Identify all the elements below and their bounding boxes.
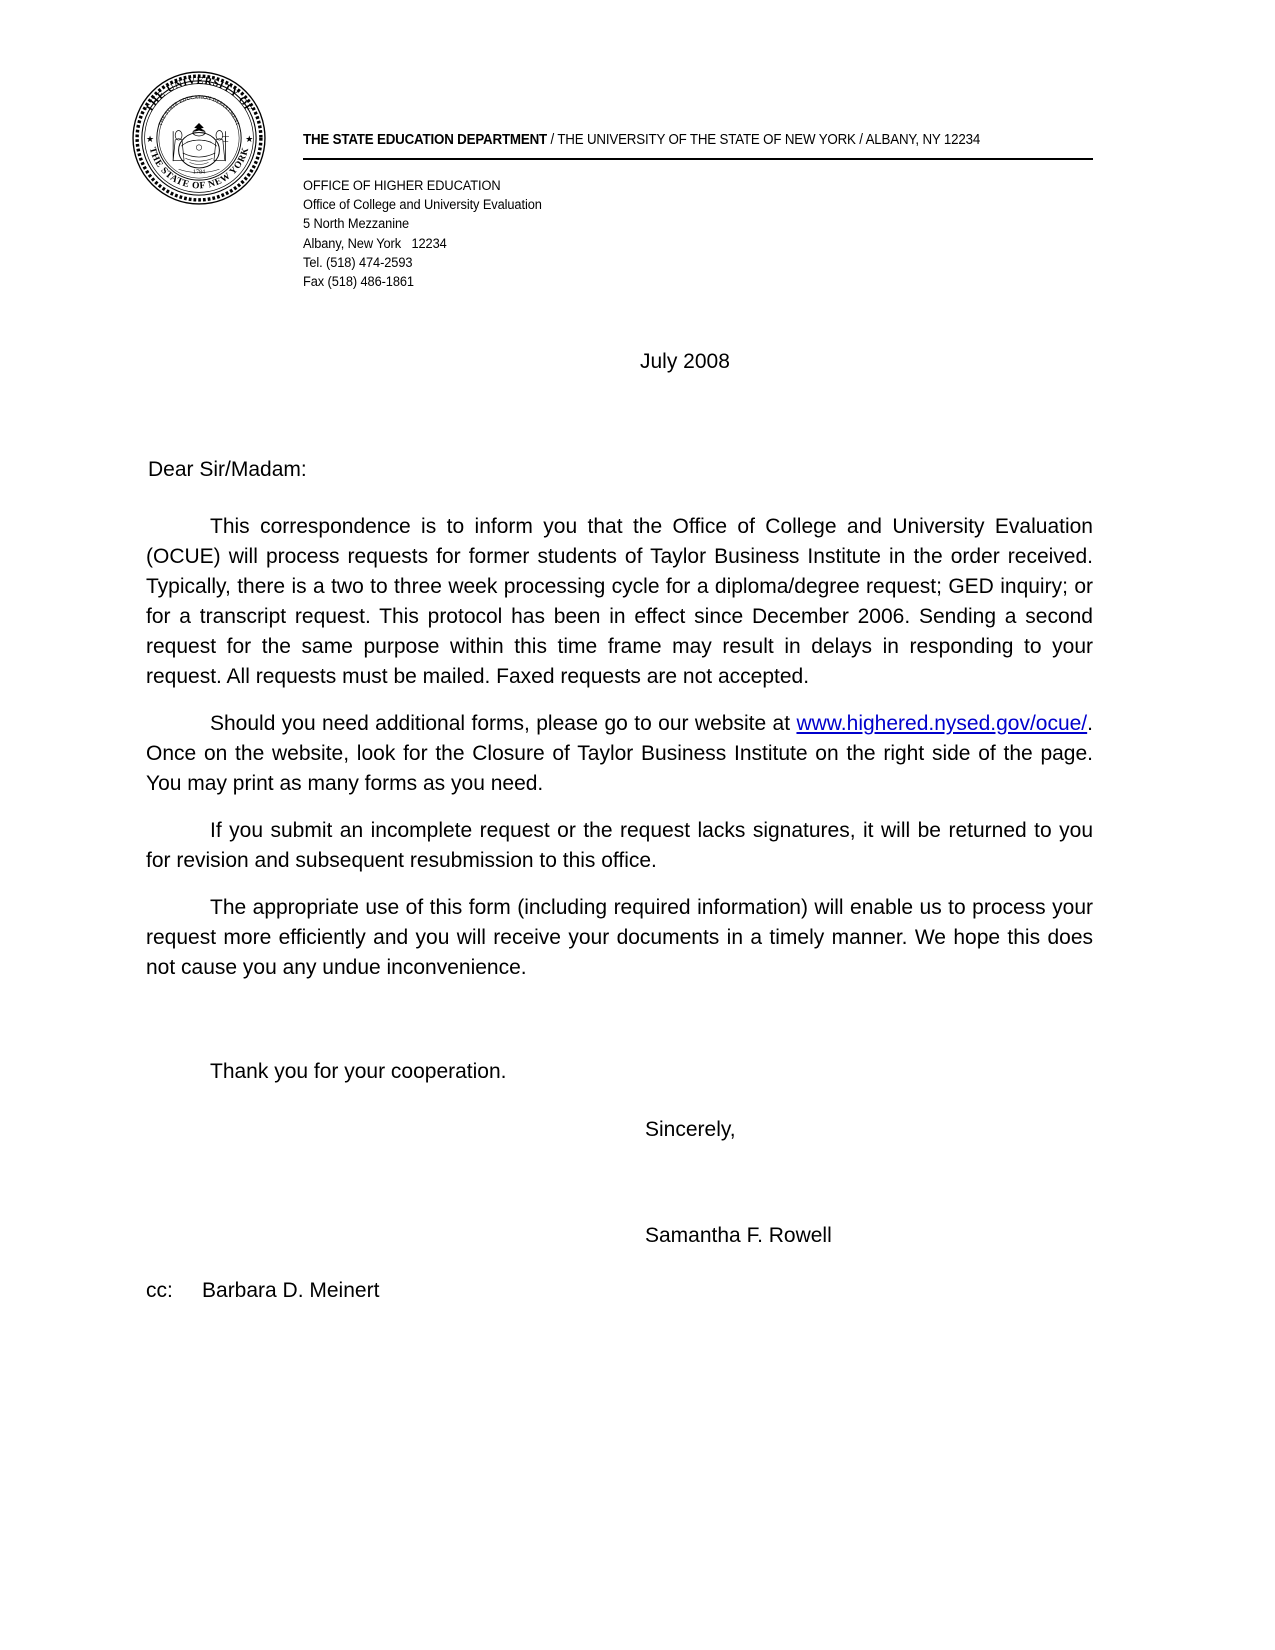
svg-text:★: ★ [245, 134, 254, 145]
svg-text:THE STATE OF NEW YORK: THE STATE OF NEW YORK [146, 146, 252, 192]
department-name: THE STATE EDUCATION DEPARTMENT [303, 132, 547, 148]
phone-line: Tel. (518) 474-2593 [303, 254, 413, 270]
department-affiliation: / THE UNIVERSITY OF THE STATE OF NEW YORK / ALBANY, NY 12234 [546, 132, 981, 148]
office-address-block [303, 176, 542, 291]
address-line: 5 North Mezzanine [303, 216, 410, 232]
body-paragraph-1: This correspondence is to inform you that the Office of College and University Evaluation (OCUE) will process requests for former students of Taylor Business Institute in the order received. Typically, there is a two to three week processing cycle for a diploma/degree request; GED inquiry; or for a transcript request. This protocol has been in effect since December 2006. Sending a second request for the same purpose within this time frame may result in delays in responding to your request. All requests must be mailed. Faxed requests are not accepted. [146, 515, 1093, 688]
svg-text:1784: 1784 [192, 169, 206, 176]
body-paragraph-4: The appropriate use of this form (including required information) will enable us to process your request more efficiently and you will receive your documents in a timely manner. We hope this does not cause you any undue inconvenience. [146, 896, 1093, 979]
nysed-seal-icon [131, 70, 267, 206]
svg-text:THE UNIVERSITY OF: THE UNIVERSITY OF [143, 75, 255, 115]
address-line: Albany, New York 12234 [303, 235, 447, 251]
department-header [303, 132, 1030, 148]
letter-thanks: Thank you for your cooperation. [210, 1060, 507, 1083]
body-paragraph-2 [146, 709, 1093, 799]
ocue-website-link[interactable]: www.highered.nysed.gov/ocue/ [796, 712, 1088, 735]
signer-name: Samantha F. Rowell [645, 1224, 832, 1247]
cc-line: cc: Barbara D. Meinert [146, 1279, 380, 1302]
letter-salutation: Dear Sir/Madam: [148, 458, 307, 481]
address-line: OFFICE OF HIGHER EDUCATION [303, 178, 501, 193]
address-line: Office of College and University Evaluation [303, 197, 542, 213]
letter-date: July 2008 [640, 350, 730, 373]
svg-text:THE STATE EDUCATION DEPARTMENT: THE STATE EDUCATION DEPARTMENT [157, 94, 241, 127]
paragraph-2-text-before-link: Should you need additional forms, please go to our website at [210, 712, 797, 735]
letter-closing: Sincerely, [645, 1118, 736, 1141]
body-paragraph-3: If you submit an incomplete request or the request lacks signatures, it will be returned to you for revision and subsequent resubmission to this office. [146, 819, 1093, 872]
paragraph-2-text-after-link: . Once on the website, look for the Closure of Taylor Business Institute on the right side of the page. You may print as many forms as you need. [146, 712, 1093, 795]
fax-line: Fax (518) 486-1861 [303, 274, 414, 290]
letterhead [0, 0, 1275, 320]
svg-text:★: ★ [145, 134, 154, 145]
header-divider [303, 158, 1093, 160]
letter-body [146, 512, 1093, 983]
